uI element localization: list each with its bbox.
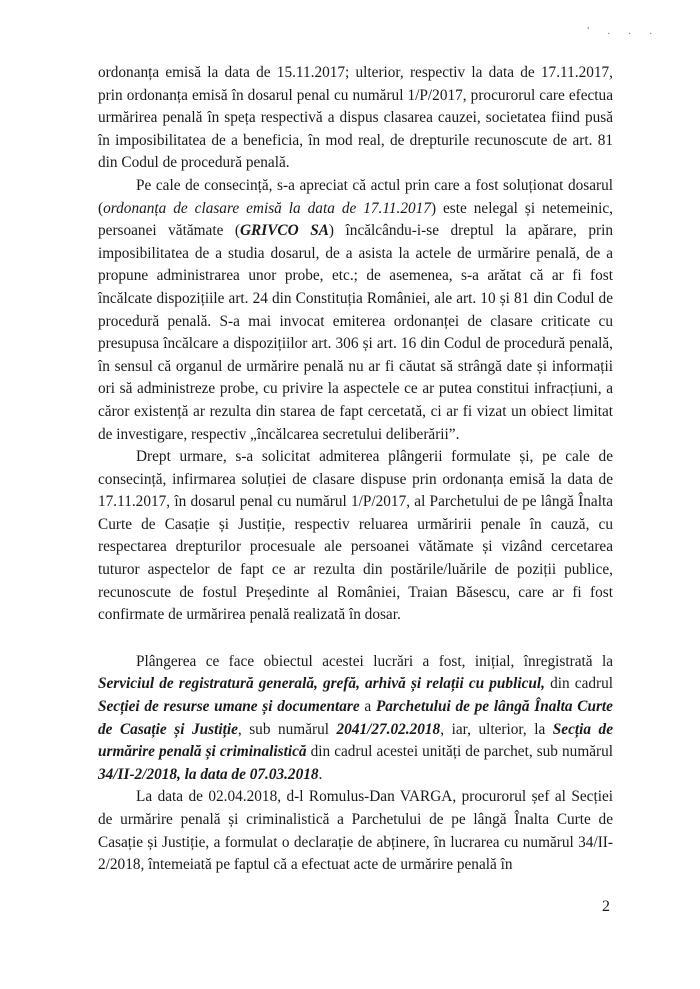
paragraph-5: La data de 02.04.2018, d-l Romulus-Dan VARGA, procurorul șef al Secției de urmărire penală și criminalistică a Parchetului de pe lângă Înalta Curte de Casație și Justiție, a formulat o declarație de abținere, în lucrarea cu numărul 34/II-2/2018, întemeiată pe faptul că a efectuat acte de urmărire penală în (98, 788, 613, 874)
emphasis-section-hr: Secției de resurse umane și documentare (98, 698, 360, 716)
scan-marks: ' . . . (587, 26, 660, 37)
page-number: 2 (602, 898, 610, 915)
emphasis-prosecutor-office: Parchetului de pe lângă Înalta Curte de Casație și Justiție (98, 698, 613, 738)
emphasis-ordinance: ordonanța de clasare emisă la data de 17.11.2017 (103, 199, 431, 217)
emphasis-service: Serviciul de registratură generală, grefă, arhivă și relații cu publicul, (98, 675, 545, 693)
paragraph-3: Drept urmare, s-a solicitat admiterea plângerii formulate și, pe cale de consecință, infirmarea soluției de clasare dispuse prin ordonanța emisă la data de 17.11.2017, în dosarul penal cu numărul 1/P/2017, al Parchetului de pe lângă Înalta Curte de Casație și Justiție, respectiv reluarea urmăririi penale în cauză, cu respectarea drepturilor procesuale ale persoanei vătămate și vizând cercetarea tuturor aspectelor de fapt ce ar rezulta din postările/luările de poziții publice, recunoscute de fostul Președinte al României, Traian Băsescu, care ar fi fost confirmate de urmărirea penală realizată în dosar. (98, 448, 613, 624)
paragraph-1: ordonanța emisă la data de 15.11.2017; ulterior, respectiv la data de 17.11.2017, prin ordonanța emisă în dosarul penal cu numărul 1/P/2017, procurorul care efectua urmărirea penală în speța respectivă a dispus clasarea cauzei, societatea fiind pusă în imposibilitatea de a beneficia, în mod real, de drepturile recunoscute de art. 81 din Codul de procedură penală. (98, 64, 613, 172)
paragraph-gap (98, 627, 613, 651)
emphasis-section-criminal: Secția de urmărire penală și criminalistică (98, 720, 613, 761)
document-body (98, 62, 613, 877)
paragraph-4: Plângerea ce face obiectul acestei lucrări a fost, inițial, înregistrată la Serviciul de registratură generală, grefă, arhivă și relații cu publicul, din cadrul Secției de resurse umane și documentare a Parchetului de pe lângă Înalta Curte de Casație și Justiție, sub numărul 2041/27.02.2018, iar, ulterior, la Secția de urmărire penală și criminalistică din cadrul acestei unități de parchet, sub numărul 34/II-2/2018, la data de 07.03.2018. (98, 652, 613, 783)
emphasis-registration-number: 2041/27.02.2018 (336, 720, 441, 738)
paragraph-2: Pe cale de consecință, s-a apreciat că actul prin care a fost soluționat dosarul (ordonanța de clasare emisă la data de 17.11.2017) este nelegal și netemeinic, persoanei vătămate (GRIVCO SA) încălcându-i-se dreptul la apărare, prin imposibilitatea de a studia dosarul, de a asista la actele de urmărire penală, de a propune administrarea unor probe, etc.; de asemenea, s-a arătat că ar fi fost încălcate dispozițiile art. 24 din Constituția României, ale art. 10 și 81 din Codul de procedură penală. S-a mai invocat emiterea ordonanței de clasare criticate cu presupusa încălcare a dispozițiilor art. 306 și art. 16 din Codul de procedură penală, în sensul că organul de urmărire penală nu ar fi căutat să strângă date și informații ori să administreze probe, cu privire la aspectele ce ar putea constitui infracțiuni, a căror existență ar rezulta din starea de fapt cercetată, ci ar fi vizat un obiect limitat de investigare, respectiv „încălcarea secretului deliberării”. (98, 176, 614, 443)
emphasis-file-number: 34/II-2/2018, la data de 07.03.2018 (98, 765, 319, 783)
emphasis-company: GRIVCO SA (240, 222, 329, 240)
